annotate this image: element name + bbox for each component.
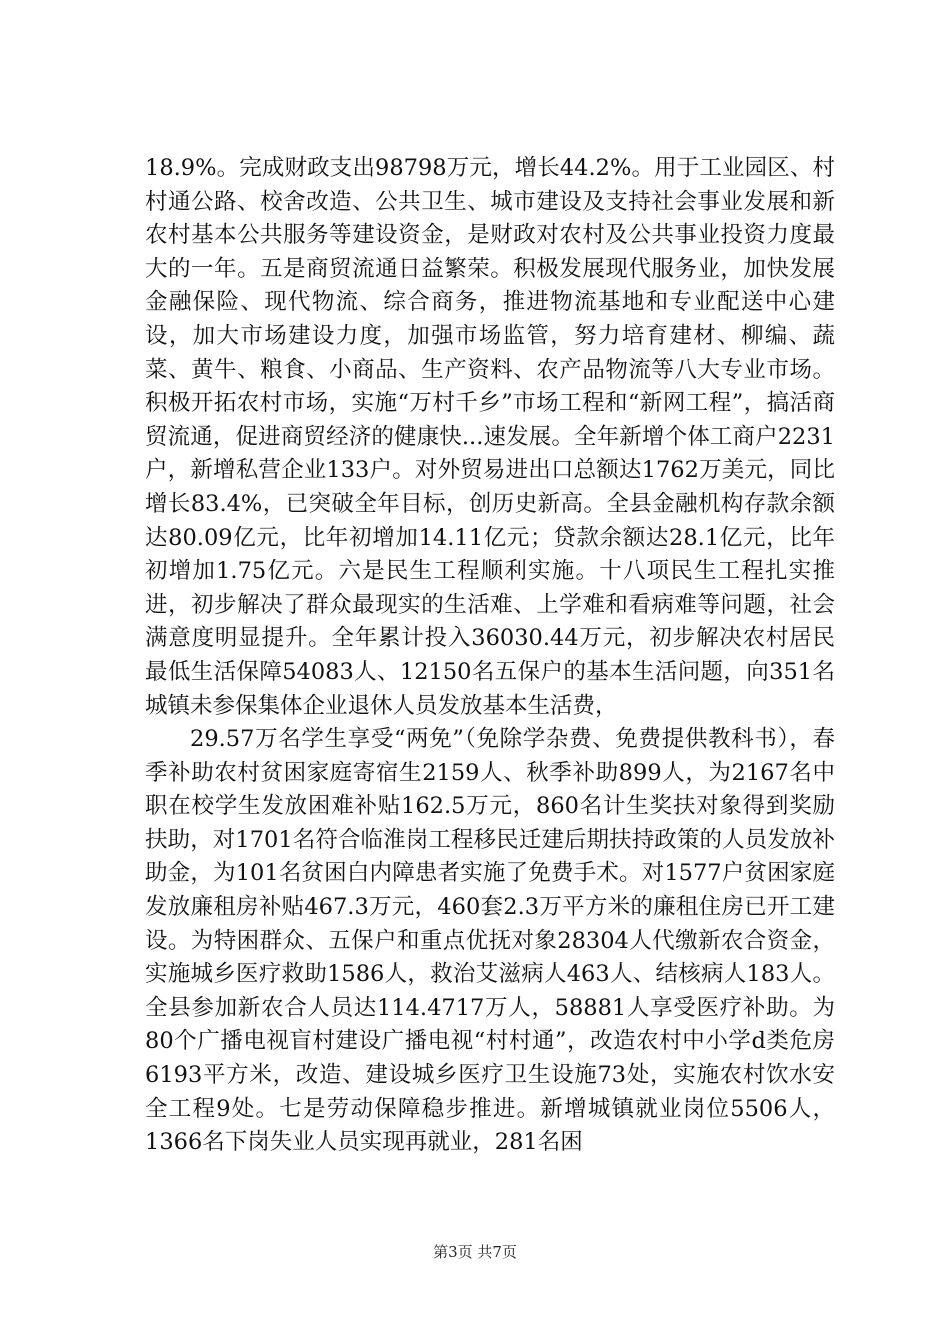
document-body: [145, 152, 835, 1160]
page-number-footer: 第3页 共7页: [433, 1243, 517, 1261]
paragraph-1: 18.9%。完成财政支出98798万元，增长44.2%。用于工业园区、村村通公路、校舍改造、公共卫生、城市建设及支持社会事业发展和新农村基本公共服务等建设资金，是财政对农村及公共事业投资力度最大的一年。五是商贸流通日益繁荣。积极发展现代服务业，加快发展金融保险、现代物流、综合商务，推进物流基地和专业配送中心建设，加大市场建设力度，加强市场监管，努力培育建材、柳编、蔬菜、黄牛、粮食、小商品、生产资料、农产品物流等八大专业市场。积极开拓农村市场，实施“万村千乡”市场工程和“新网工程”，搞活商贸流通，促进商贸经济的健康快...速发展。全年新增个体工商户2231户，新增私营企业133户。对外贸易进出口总额达1762万美元，同比增长83.4%，已突破全年目标，创历史新高。全县金融机构存款余额达80.09亿元，比年初增加14.11亿元；贷款余额达28.1亿元，比年初增加1.75亿元。六是民生工程顺利实施。十八项民生工程扎实推进，初步解决了群众最现实的生活难、上学难和看病难等问题，社会满意度明显提升。全年累计投入36030.44万元，初步解决农村居民最低生活保障54083人、12150名五保户的基本生活问题，向351名城镇未参保集体企业退休人员发放基本生活费，: [145, 155, 835, 719]
paragraph-2: 29.57万名学生享受“两免”（免除学杂费、免费提供教科书），春季补助农村贫困家庭寄宿生2159人、秋季补助899人，为2167名中职在校学生发放困难补贴162.5万元，860名计生奖扶对象得到奖励扶助，对1701名符合临淮岗工程移民迁建后期扶持政策的人员发放补助金，为101名贫困白内障患者实施了免费手术。对1577户贫困家庭发放廉租房补贴467.3万元，460套2.3万平方米的廉租住房已开工建设。为特困群众、五保户和重点优抚对象28304人代缴新农合资金，实施城乡医疗救助1586人，救治艾滋病人463人、结核病人183人。全县参加新农合人员达114.4717万人，58881人享受医疗补助。为80个广播电视盲村建设广播电视“村村通”，改造农村中小学d类危房6193平方米，改造、建设城乡医疗卫生设施73处，实施农村饮水安全工程9处。七是劳动保障稳步推进。新增城镇就业岗位5506人，1366名下岗失业人员实现再就业，281名困: [145, 726, 835, 1156]
